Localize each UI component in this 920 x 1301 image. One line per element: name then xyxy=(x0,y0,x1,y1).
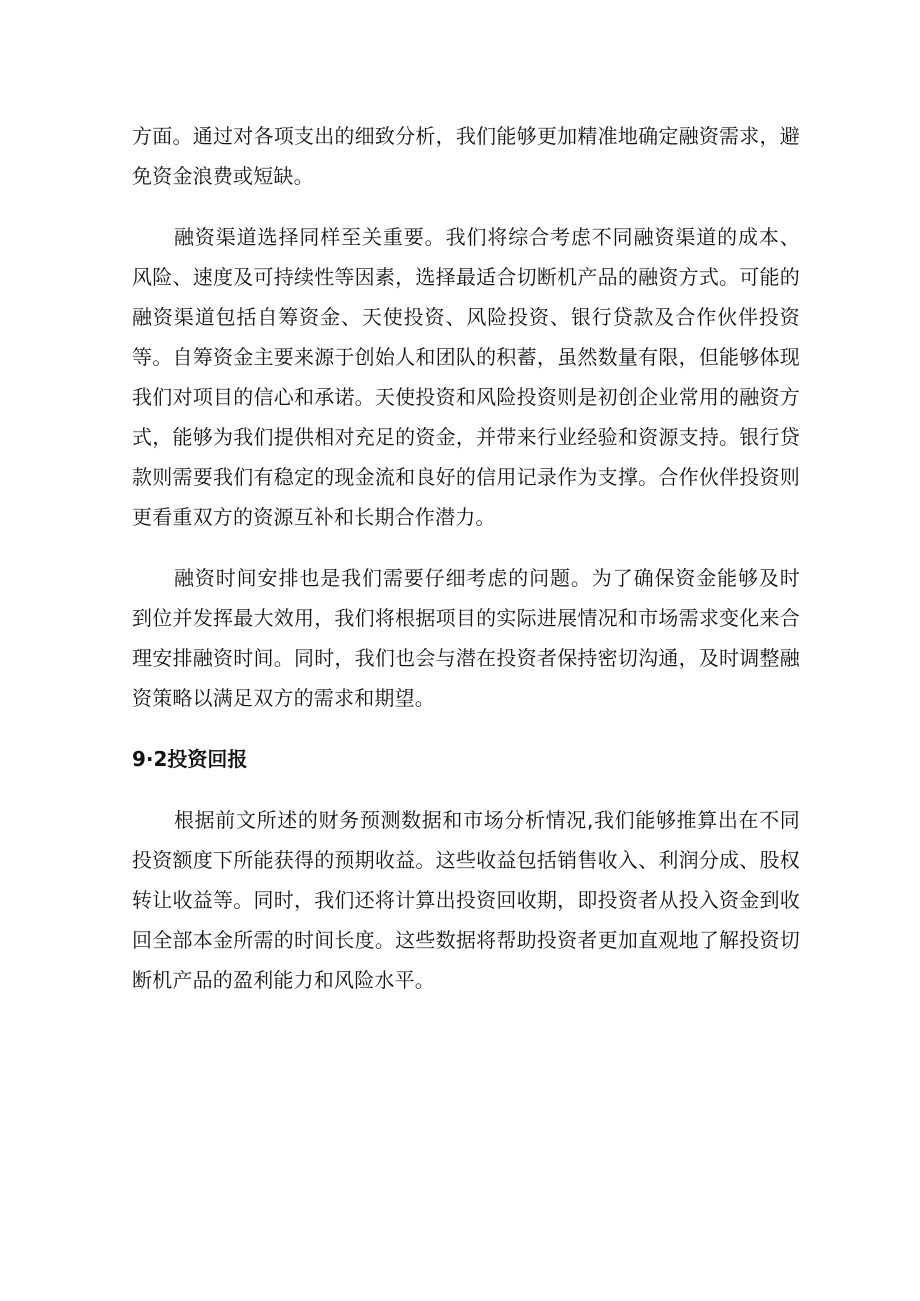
paragraph-investment-return: 根据前文所述的财务预测数据和市场分析情况,我们能够推算出在不同投资额度下所能获得的预期收益。这些收益包括销售收入、利润分成、股权转让收益等。同时，我们还将计算出投资回收期，即投资者从投入资金到收回全部本金所需的时间长度。这些数据将帮助投资者更加直观地了解投资切断机产品的盈利能力和风险水平。 xyxy=(132,808,800,992)
paragraph-financing-schedule: 融资时间安排也是我们需要仔细考虑的问题。为了确保资金能够及时到位并发挥最大效用，我们将根据项目的实际进展情况和市场需求变化来合理安排融资时间。同时，我们也会与潜在投资者保持密切沟通，及时调整融资策略以满足双方的需求和期望。 xyxy=(132,566,800,710)
paragraph-continuation: 方面。通过对各项支出的细致分析，我们能够更加精准地确定融资需求，避免资金浪费或短缺。 xyxy=(132,124,800,188)
document-page xyxy=(132,116,800,1000)
paragraph-financing-channels: 融资渠道选择同样至关重要。我们将综合考虑不同融资渠道的成本、风险、速度及可持续性等因素，选择最适合切断机产品的融资方式。可能的融资渠道包括自筹资金、天使投资、风险投资、银行贷款及合作伙伴投资等。自筹资金主要来源于创始人和团队的积蓄，虽然数量有限，但能够体现我们对项目的信心和承诺。天使投资和风险投资则是初创企业常用的融资方式，能够为我们提供相对充足的资金，并带来行业经验和资源支持。银行贷款则需要我们有稳定的现金流和良好的信用记录作为支撑。合作伙伴投资则更看重双方的资源互补和长期合作潜力。 xyxy=(132,225,800,529)
section-heading-investment-return: 9·2投资回报 xyxy=(132,747,248,771)
